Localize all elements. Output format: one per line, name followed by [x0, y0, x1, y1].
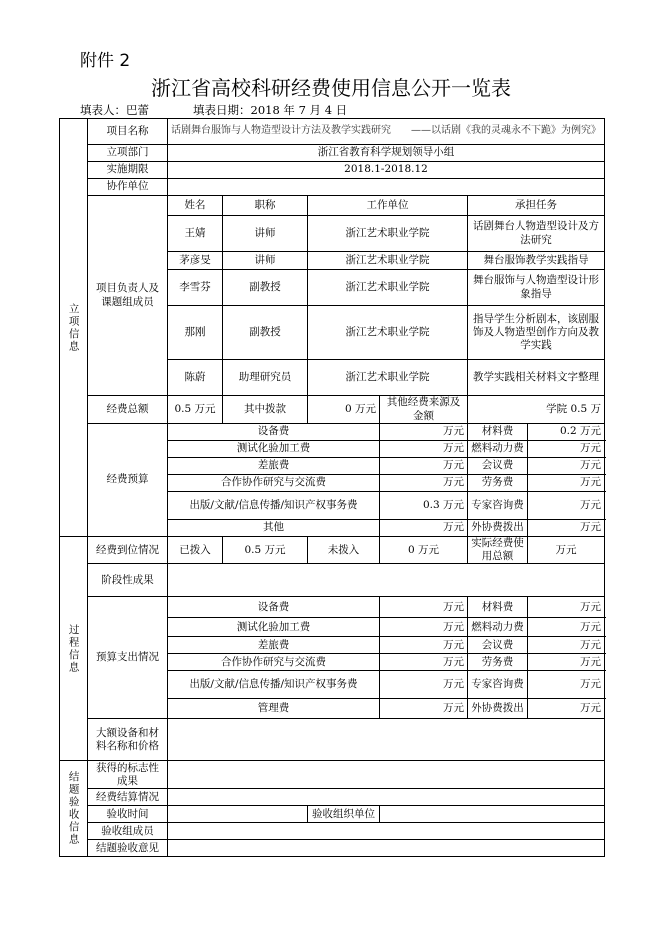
- budget-item: 测试化验加工费: [168, 441, 380, 458]
- members-header: 职称: [223, 196, 308, 216]
- acceptance-members-value: [168, 823, 605, 840]
- member-name: 茅彦旻: [168, 252, 223, 270]
- expense-item: 差旅费: [168, 637, 380, 654]
- expense-item: 燃料动力费: [468, 618, 528, 637]
- expense-value: 万元: [380, 654, 468, 671]
- stage-label: 阶段性成果: [88, 564, 168, 597]
- members-header: 姓名: [168, 196, 223, 216]
- expense-item: 外协费拨出: [468, 699, 528, 719]
- expense-value: 万元: [380, 618, 468, 637]
- members-header: 承担任务: [468, 196, 605, 216]
- expense-item: 设备费: [168, 597, 380, 618]
- budget-value: 万元: [380, 441, 468, 458]
- member-unit: 浙江艺术职业学院: [308, 270, 468, 306]
- expense-item: 管理费: [168, 699, 380, 719]
- budget-value: 0.2 万元: [528, 424, 605, 441]
- member-title: 讲师: [223, 252, 308, 270]
- allocated-value: 0.5 万元: [223, 537, 308, 564]
- member-task: 指导学生分析剧本，该剧服饰及人物造型创作方向及教学实践: [468, 306, 605, 360]
- settlement-value: [168, 789, 605, 806]
- dept: 浙江省教育科学规划领导小组: [168, 145, 605, 162]
- expense-value: 万元: [528, 654, 605, 671]
- page-title: 浙江省高校科研经费使用信息公开一览表: [151, 76, 511, 100]
- budget-item: 外协费拨出: [468, 520, 528, 537]
- members-header: 工作单位: [308, 196, 468, 216]
- member-unit: 浙江艺术职业学院: [308, 360, 468, 396]
- budget-value: 万元: [528, 441, 605, 458]
- member-title: 副教授: [223, 306, 308, 360]
- expense-item: 出版/文献/信息传播/知识产权事务费: [168, 671, 380, 699]
- budget-value: 万元: [528, 520, 605, 537]
- period-label: 实施期限: [88, 162, 168, 179]
- budget-value: 万元: [528, 475, 605, 492]
- member-unit: 浙江艺术职业学院: [308, 252, 468, 270]
- coop: [168, 179, 605, 196]
- budget-item: 合作协作研究与交流费: [168, 475, 380, 492]
- member-name: 李雪芬: [168, 270, 223, 306]
- actual-value: 万元: [528, 537, 605, 564]
- disclosure-table: [59, 118, 605, 857]
- expense-value: 万元: [380, 597, 468, 618]
- budget-item: 会议费: [468, 458, 528, 475]
- section-guocheng: 过程信息: [60, 537, 88, 761]
- form-meta: [80, 102, 391, 118]
- budget-item: 燃料动力费: [468, 441, 528, 458]
- settlement-label: 经费结算情况: [88, 789, 168, 806]
- fill-date: 填表日期：2018 年 7 月 4 日: [193, 103, 348, 117]
- member-task: 话剧舞台人物造型设计及方法研究: [468, 216, 605, 252]
- unallocated-label: 未拨入: [308, 537, 380, 564]
- alloc-value: 0 万元: [308, 396, 380, 424]
- expense-value: 万元: [528, 597, 605, 618]
- budget-value: 0.3 万元: [380, 492, 468, 520]
- other-value: 学院 0.5 万: [468, 396, 605, 424]
- section-jieti: 结题验收信息: [60, 761, 88, 857]
- filler: 填表人：巴蕾: [80, 103, 149, 117]
- budget-item: 其他: [168, 520, 380, 537]
- alloc-label: 其中拨款: [223, 396, 308, 424]
- budget-item: 设备费: [168, 424, 380, 441]
- budget-value: 万元: [380, 475, 468, 492]
- member-name: 王婧: [168, 216, 223, 252]
- member-name: 那刚: [168, 306, 223, 360]
- acceptance-time-value: [168, 806, 308, 823]
- budget-value: 万元: [380, 458, 468, 475]
- coop-label: 协作单位: [88, 179, 168, 196]
- other-label: 其他经费来源及金额: [380, 396, 468, 424]
- budget-item: 专家咨询费: [468, 492, 528, 520]
- member-task: 教学实践相关材料文字整理: [468, 360, 605, 396]
- budget-item: 差旅费: [168, 458, 380, 475]
- total-label: 经费总额: [88, 396, 168, 424]
- expense-value: 万元: [528, 618, 605, 637]
- achievement-value: [168, 761, 605, 789]
- member-title: 助理研究员: [223, 360, 308, 396]
- actual-label: 实际经费使用总额: [468, 537, 528, 564]
- expense-value: 万元: [380, 671, 468, 699]
- budget-item: 出版/文献/信息传播/知识产权事务费: [168, 492, 380, 520]
- member-task: 舞台服饰与人物造型设计形象指导: [468, 270, 605, 306]
- member-task: 舞台服饰教学实践指导: [468, 252, 605, 270]
- acceptance-opinion-label: 结题验收意见: [88, 840, 168, 857]
- large-equipment-label: 大额设备和材料名称和价格: [88, 719, 168, 761]
- acceptance-members-label: 验收组成员: [88, 823, 168, 840]
- budget-value: 万元: [528, 458, 605, 475]
- expense-item: 劳务费: [468, 654, 528, 671]
- expense-value: 万元: [528, 637, 605, 654]
- expense-value: 万元: [528, 699, 605, 719]
- expense-item: 测试化验加工费: [168, 618, 380, 637]
- unallocated-value: 0 万元: [380, 537, 468, 564]
- acceptance-org-value: [380, 806, 605, 823]
- project-name: 话剧舞台服饰与人物造型设计方法及教学实践研究 ——以话剧《我的灵魂永不下跪》为例究》: [168, 119, 605, 145]
- total-value: 0.5 万元: [168, 396, 223, 424]
- members-label: 项目负责人及课题组成员: [88, 196, 168, 396]
- budget-item: 劳务费: [468, 475, 528, 492]
- period: 2018.1-2018.12: [168, 162, 605, 179]
- section-lixiang: 立项信息: [60, 119, 88, 537]
- budget-label: 经费预算: [88, 424, 168, 537]
- expense-item: 合作协作研究与交流费: [168, 654, 380, 671]
- attachment-label: 附件 2: [80, 51, 131, 71]
- allocated-label: 已拨入: [168, 537, 223, 564]
- budget-value: 万元: [380, 424, 468, 441]
- expense-value: 万元: [380, 637, 468, 654]
- dept-label: 立项部门: [88, 145, 168, 162]
- expense-label: 预算支出情况: [88, 597, 168, 719]
- project-name-label: 项目名称: [88, 119, 168, 145]
- member-name: 陈蔚: [168, 360, 223, 396]
- member-unit: 浙江艺术职业学院: [308, 306, 468, 360]
- member-title: 讲师: [223, 216, 308, 252]
- member-unit: 浙江艺术职业学院: [308, 216, 468, 252]
- expense-item: 材料费: [468, 597, 528, 618]
- expense-item: 会议费: [468, 637, 528, 654]
- expense-value: 万元: [380, 699, 468, 719]
- acceptance-org-label: 验收组织单位: [308, 806, 380, 823]
- achievement-label: 获得的标志性成果: [88, 761, 168, 789]
- acceptance-time-label: 验收时间: [88, 806, 168, 823]
- member-title: 副教授: [223, 270, 308, 306]
- budget-value: 万元: [380, 520, 468, 537]
- stage-value: [168, 564, 605, 597]
- acceptance-opinion-value: [168, 840, 605, 857]
- arrival-label: 经费到位情况: [88, 537, 168, 564]
- budget-value: 万元: [528, 492, 605, 520]
- large-equipment-value: [168, 719, 605, 761]
- budget-item: 材料费: [468, 424, 528, 441]
- expense-item: 专家咨询费: [468, 671, 528, 699]
- expense-value: 万元: [528, 671, 605, 699]
